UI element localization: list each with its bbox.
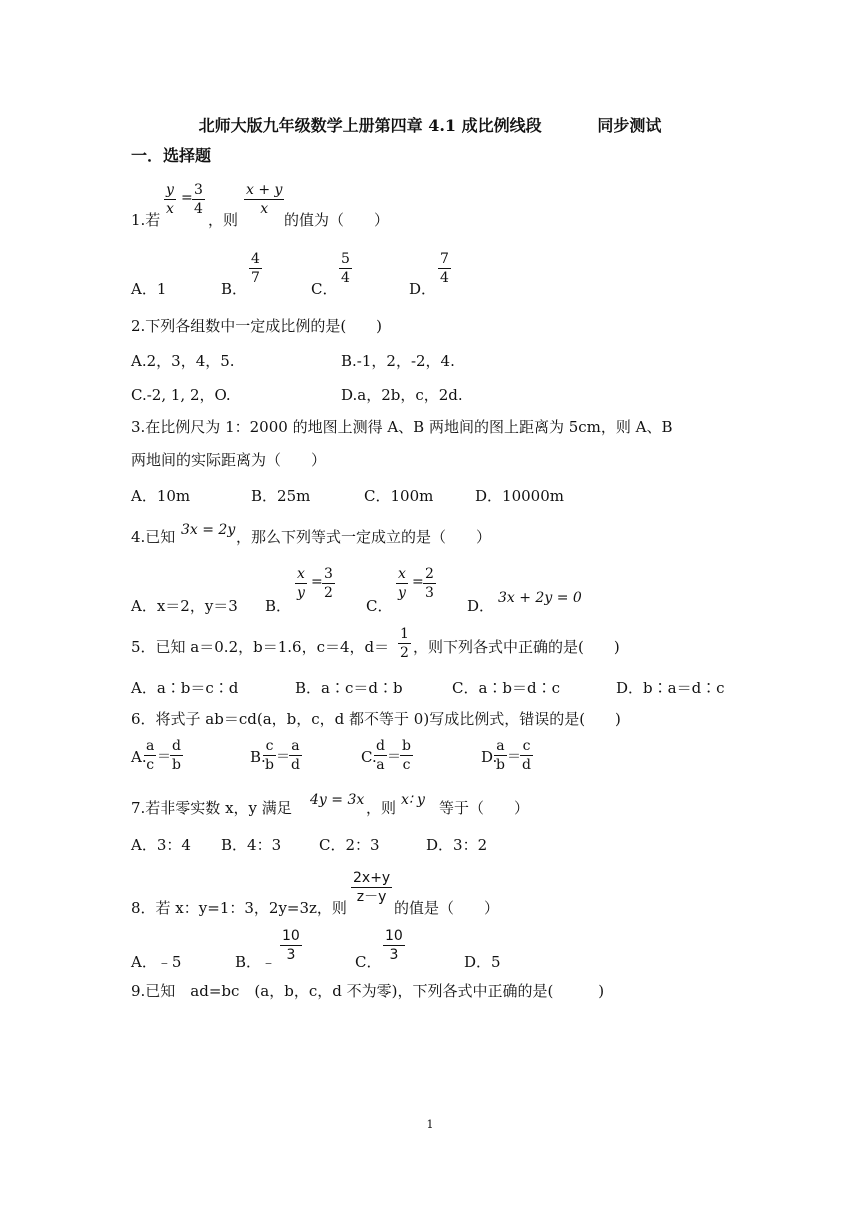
q2-option-b: B.-1，2，-2，4. (341, 352, 455, 370)
q4-option-d-equation: 3x + 2y = 0 (498, 590, 582, 606)
q3-option-c: C．100m (364, 487, 434, 505)
q7-option-c: C．2：3 (319, 836, 380, 854)
q3-option-d: D．10000m (475, 487, 564, 505)
q3-option-b: B．25m (251, 487, 311, 505)
q4-option-b: B． (265, 597, 292, 615)
q6-option-a: A. (131, 748, 147, 766)
section-heading: 一．选择题 (131, 146, 212, 165)
q2-option-c: C.-2, 1, 2，O. (131, 386, 231, 404)
q8-option-a: A．﹣5 (131, 953, 182, 971)
question-6: 6．将式子 ab＝cd(a，b，c，d 都不等于 0)写成比例式，错误的是( ) (131, 710, 621, 728)
page-title: 北师大版九年级数学上册第四章 4.1 成比例线段 同步测试 (198, 116, 662, 135)
q5-option-b: B．a∶c＝d∶b (295, 679, 403, 697)
q1-option-d: D． (409, 280, 437, 298)
q8-option-c-fraction: 10 3 (385, 928, 403, 963)
q8-option-d: D．5 (464, 953, 501, 971)
q1-fraction-xy-over-x: x + y x (246, 182, 283, 217)
q4-option-b-fraction-left: x y (297, 566, 305, 601)
q1-option-b: B． (221, 280, 248, 298)
q4-option-b-fraction-right: 3 2 (324, 566, 333, 601)
q3-option-a: A．10m (131, 487, 191, 505)
question-3-line-1: 3.在比例尺为 1：2000 的地图上测得 A、B 两地间的图上距离为 5cm，则 A、B (131, 418, 673, 436)
question-3-line-2: 两地间的实际距离为（ ） (131, 451, 327, 469)
q6-option-a-left: a c (146, 738, 155, 773)
q1-option-d-fraction: 7 4 (440, 251, 449, 286)
q2-option-a: A.2，3，4，5. (131, 352, 235, 370)
question-9: 9.已知 ad=bc (a，b，c，d 不为零)，下列各式中正确的是( ) (131, 982, 605, 1000)
q5-option-c: C．a∶b＝d∶c (452, 679, 561, 697)
q5-fraction-one-half: 1 2 (400, 626, 409, 661)
q6-option-c-left: d a (376, 738, 385, 773)
q6-option-d: D. (481, 748, 498, 766)
q1-fraction-3-over-4: 3 4 (194, 182, 203, 217)
q7-equation: 4y = 3x (310, 792, 365, 808)
q6-option-c: C. (361, 748, 377, 766)
q6-option-a-right: d b (172, 738, 181, 773)
question-2: 2.下列各组数中一定成比例的是( ) (131, 317, 383, 335)
q6-option-b-right: a d (291, 738, 300, 773)
q4-option-d: D． (467, 597, 495, 615)
q4-option-c-fraction-right: 2 3 (425, 566, 434, 601)
q6-option-d-left: a b (496, 738, 505, 773)
q6-option-c-right: b c (402, 738, 411, 773)
q2-option-d: D.a，2b，c，2d. (341, 386, 463, 404)
q1-option-c-fraction: 5 4 (341, 251, 350, 286)
q1-option-a: A．1 (131, 280, 167, 298)
q7-ratio: x∶ y (401, 792, 425, 808)
q4-option-c: C． (366, 597, 393, 615)
q7-option-a: A．3：4 (131, 836, 191, 854)
q8-option-c: C． (355, 953, 382, 971)
q1-option-c: C． (311, 280, 338, 298)
q7-option-d: D．3：2 (426, 836, 488, 854)
q6-option-b: B. (250, 748, 266, 766)
q4-equation: 3x = 2y (181, 522, 236, 538)
q6-option-b-left: c b (265, 738, 274, 773)
q5-option-d: D．b∶a＝d∶c (616, 679, 725, 697)
q8-option-b-fraction: 10 3 (282, 928, 300, 963)
page-number: 1 (426, 1118, 434, 1131)
q7-option-b: B．4：3 (221, 836, 282, 854)
q6-option-d-right: c d (522, 738, 531, 773)
q1-fraction-y-over-x: y x (166, 182, 174, 217)
q1-option-b-fraction: 4 7 (251, 251, 260, 286)
q8-option-b: B．﹣ (235, 953, 277, 971)
q8-fraction: 2x+y z－y (353, 870, 391, 905)
q5-option-a: A．a∶b＝c∶d (131, 679, 239, 697)
q4-option-a: A．x＝2，y＝3 (131, 597, 238, 615)
q4-option-c-fraction-left: x y (398, 566, 406, 601)
